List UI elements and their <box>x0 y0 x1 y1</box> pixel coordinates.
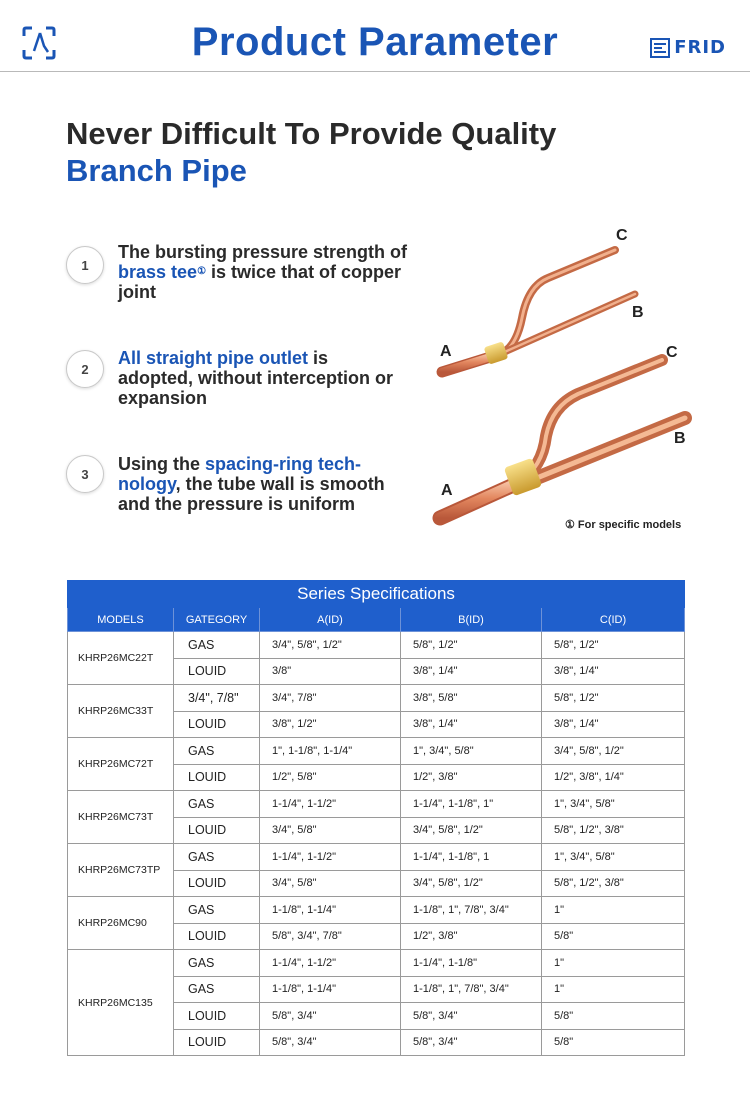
brand-mark-icon <box>650 38 670 58</box>
value-cell: 5/8", 1/2" <box>542 632 685 659</box>
value-cell: 1", 3/4", 5/8" <box>542 791 685 818</box>
model-cell: KHRP26MC73T <box>68 791 174 844</box>
value-cell: 1/2", 3/8" <box>401 923 542 950</box>
spec-table <box>67 580 685 1056</box>
value-cell: 1-1/4", 1-1/8" <box>401 950 542 977</box>
feature-number-badge: 2 <box>66 350 104 388</box>
value-cell: 5/8", 1/2" <box>401 632 542 659</box>
value-cell: 3/8" <box>260 658 401 685</box>
table-caption: Series Specifications <box>68 581 685 608</box>
feature-text-pre: The bursting pressure strength of <box>118 242 408 262</box>
category-cell: GAS <box>174 976 260 1003</box>
value-cell: 5/8", 1/2" <box>542 685 685 712</box>
value-cell: 5/8", 3/4" <box>260 1029 401 1056</box>
category-cell: GAS <box>174 897 260 924</box>
value-cell: 1-1/8", 1", 7/8", 3/4" <box>401 897 542 924</box>
table-row <box>68 791 685 818</box>
table-row <box>68 950 685 977</box>
value-cell: 1-1/4", 1-1/8", 1 <box>401 844 542 871</box>
value-cell: 5/8", 3/4", 7/8" <box>260 923 401 950</box>
value-cell: 1/2", 5/8" <box>260 764 401 791</box>
value-cell: 3/8", 1/4" <box>542 711 685 738</box>
brand-name: FRID <box>674 37 726 58</box>
value-cell: 5/8" <box>542 1003 685 1030</box>
category-cell: GAS <box>174 844 260 871</box>
category-cell: GAS <box>174 791 260 818</box>
value-cell: 5/8", 3/4" <box>401 1003 542 1030</box>
feature-text <box>118 242 408 302</box>
value-cell: 1", 3/4", 5/8" <box>542 844 685 871</box>
value-cell: 1", 3/4", 5/8" <box>401 738 542 765</box>
column-header: GATEGORY <box>174 608 260 632</box>
value-cell: 5/8", 1/2", 3/8" <box>542 870 685 897</box>
column-header: B(ID) <box>401 608 542 632</box>
upper-pipe <box>442 250 635 372</box>
feature-text-post: is adopted, without interception or expansion <box>118 348 393 408</box>
value-cell: 3/8", 5/8" <box>401 685 542 712</box>
feature-highlight: brass tee <box>118 262 198 282</box>
value-cell: 1-1/4", 1-1/2" <box>260 844 401 871</box>
category-cell: LOUID <box>174 817 260 844</box>
table-body <box>68 632 685 1056</box>
value-cell: 3/4", 5/8", 1/2" <box>542 738 685 765</box>
page-title: Product Parameter <box>191 20 559 64</box>
category-cell: GAS <box>174 738 260 765</box>
feature-text-pre: Using the <box>118 454 206 474</box>
category-cell: LOUID <box>174 870 260 897</box>
value-cell: 3/8", 1/4" <box>401 711 542 738</box>
label-b-upper: B <box>632 304 644 321</box>
value-cell: 5/8" <box>542 923 685 950</box>
value-cell: 1" <box>542 897 685 924</box>
value-cell: 1-1/8", 1-1/4" <box>260 897 401 924</box>
model-cell: KHRP26MC90 <box>68 897 174 950</box>
value-cell: 5/8" <box>542 1029 685 1056</box>
label-a-upper: A <box>440 343 452 360</box>
model-cell: KHRP26MC135 <box>68 950 174 1056</box>
value-cell: 1/2", 3/8", 1/4" <box>542 764 685 791</box>
value-cell: 1-1/4", 1-1/2" <box>260 950 401 977</box>
value-cell: 3/4", 5/8", 1/2" <box>401 870 542 897</box>
column-header: MODELS <box>68 608 174 632</box>
footnote-mark: ① <box>197 266 207 277</box>
feature-text <box>118 454 408 514</box>
table-row <box>68 632 685 659</box>
footnote-text: ① For specific models <box>565 519 682 531</box>
value-cell: 5/8", 3/4" <box>260 1003 401 1030</box>
value-cell: 1-1/4", 1-1/8", 1" <box>401 791 542 818</box>
model-cell: KHRP26MC22T <box>68 632 174 685</box>
label-b-lower: B <box>674 430 686 447</box>
brand-logo <box>650 37 726 58</box>
model-cell: KHRP26MC33T <box>68 685 174 738</box>
feature-highlight: All straight pipe outlet <box>118 348 309 368</box>
table-header-row <box>68 608 685 632</box>
value-cell: 3/4", 7/8" <box>260 685 401 712</box>
column-header: C(ID) <box>542 608 685 632</box>
label-c-upper: C <box>616 227 628 244</box>
lower-pipe <box>440 360 685 518</box>
label-c-lower: C <box>666 344 678 361</box>
category-cell: GAS <box>174 632 260 659</box>
category-cell: 3/4", 7/8" <box>174 685 260 712</box>
value-cell: 5/8", 3/4" <box>401 1029 542 1056</box>
category-cell: GAS <box>174 950 260 977</box>
category-cell: LOUID <box>174 658 260 685</box>
feature-text-post: is twice that of copper joint <box>118 262 402 302</box>
value-cell: 1" <box>542 950 685 977</box>
value-cell: 1-1/8", 1-1/4" <box>260 976 401 1003</box>
column-header: A(ID) <box>260 608 401 632</box>
branch-pipe-image <box>430 222 730 552</box>
category-cell: LOUID <box>174 1029 260 1056</box>
category-cell: LOUID <box>174 711 260 738</box>
headline-line-2: Branch Pipe <box>66 153 247 188</box>
value-cell: 3/4", 5/8" <box>260 817 401 844</box>
feature-text-post: , the tube wall is smooth and the pressure is uniform <box>118 474 385 514</box>
feature-number-badge: 1 <box>66 246 104 284</box>
model-cell: KHRP26MC72T <box>68 738 174 791</box>
page-header <box>0 0 750 72</box>
table-row <box>68 738 685 765</box>
table-row <box>68 897 685 924</box>
value-cell: 3/8", 1/4" <box>542 658 685 685</box>
value-cell: 3/8", 1/4" <box>401 658 542 685</box>
value-cell: 1/2", 3/8" <box>401 764 542 791</box>
category-cell: LOUID <box>174 923 260 950</box>
model-cell: KHRP26MC73TP <box>68 844 174 897</box>
value-cell: 3/8", 1/2" <box>260 711 401 738</box>
value-cell: 1", 1-1/8", 1-1/4" <box>260 738 401 765</box>
feature-highlight: spacing-ring tech-nology <box>118 454 362 494</box>
category-cell: LOUID <box>174 1003 260 1030</box>
table-row <box>68 685 685 712</box>
label-a-lower: A <box>441 482 453 499</box>
headline-line-1: Never Difficult To Provide Quality <box>66 116 557 151</box>
table-row <box>68 844 685 871</box>
value-cell: 3/4", 5/8", 1/2" <box>401 817 542 844</box>
value-cell: 3/4", 5/8" <box>260 870 401 897</box>
value-cell: 5/8", 1/2", 3/8" <box>542 817 685 844</box>
value-cell: 3/4", 5/8", 1/2" <box>260 632 401 659</box>
feature-number-badge: 3 <box>66 455 104 493</box>
category-cell: LOUID <box>174 764 260 791</box>
value-cell: 1-1/8", 1", 7/8", 3/4" <box>401 976 542 1003</box>
feature-text <box>118 348 408 408</box>
value-cell: 1-1/4", 1-1/2" <box>260 791 401 818</box>
value-cell: 1" <box>542 976 685 1003</box>
